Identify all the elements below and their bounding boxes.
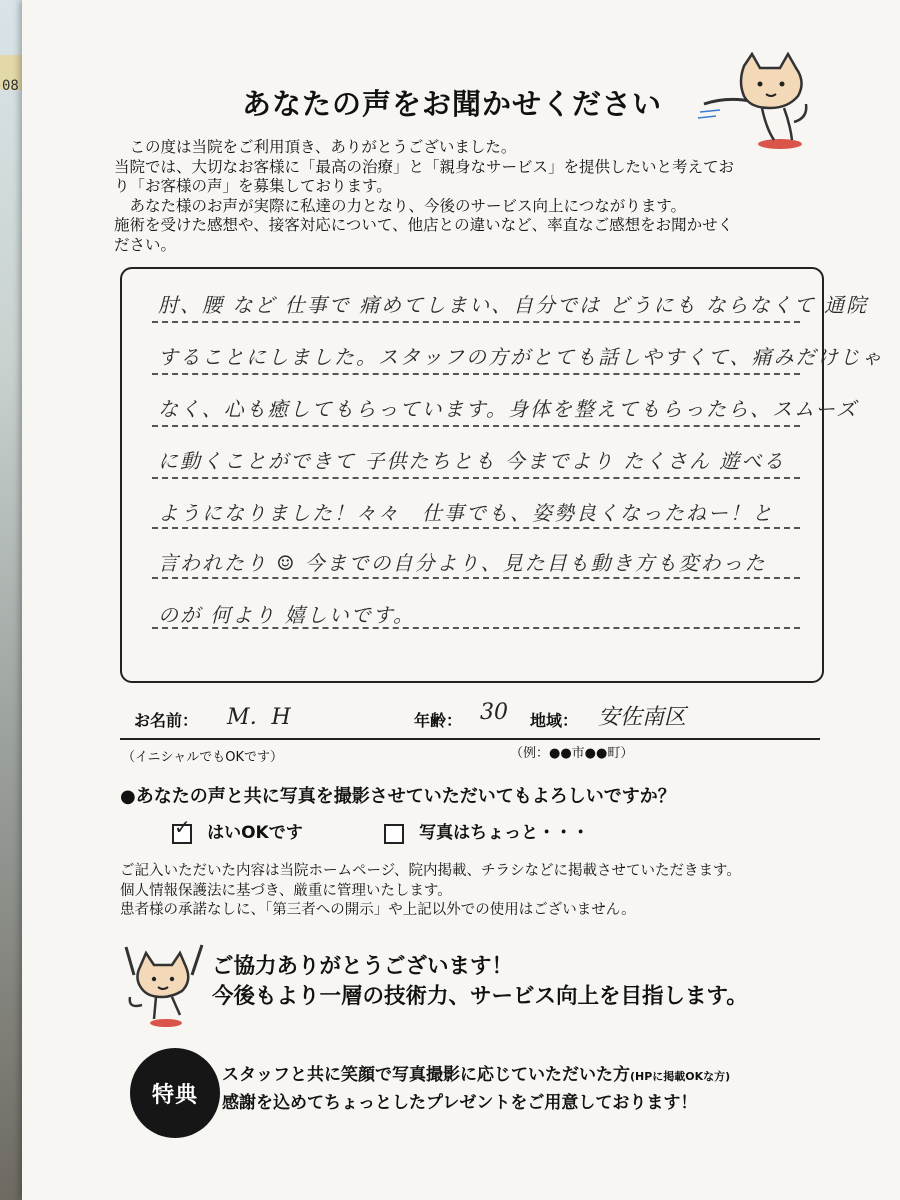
mascot-eye <box>170 977 174 981</box>
mascot-eye <box>152 977 156 981</box>
mascot-tail <box>130 997 142 1006</box>
age-label: 年齢： <box>414 711 463 730</box>
mascot-body <box>762 108 792 140</box>
dashed-line <box>152 527 800 529</box>
intro-line: 施術を受けた感想や、接客対応について、他店との違いなど、率直なご感想をお聞かせく <box>114 216 734 235</box>
benefit-line: 感謝を込めてちょっとしたプレゼントをご用意しております！ <box>222 1093 698 1113</box>
intro-line: 当院では、大切なお客様に「最高の治療」と「親身なサービス」を提供したいと考えてお <box>114 157 735 176</box>
name-underline <box>120 738 820 740</box>
benefit-badge: 特典 <box>130 1048 220 1138</box>
mascot-head <box>741 54 802 108</box>
intro-line: あなた様のお声が実際に私達の力となり、今後のサービス向上につながります。 <box>114 196 686 215</box>
cheering-cat-icon <box>120 935 210 1030</box>
benefit-text <box>222 1062 730 1116</box>
dashed-line <box>152 477 800 479</box>
mascot-tail <box>794 104 806 122</box>
comment-box <box>120 267 884 683</box>
dashed-line <box>152 373 800 375</box>
region-label: 地域： <box>530 711 579 730</box>
intro-line: ださい。 <box>114 235 177 254</box>
dashed-line <box>152 627 800 629</box>
age-value[interactable]: 30 <box>480 700 508 725</box>
handwritten-line: のが 何より 嬉しいです。 <box>158 603 416 627</box>
mascot-motion-lines <box>698 110 720 118</box>
benefit-note: (HPに掲載OKな方) <box>630 1070 731 1083</box>
yes-checkbox[interactable] <box>172 814 192 844</box>
option-no[interactable] <box>384 818 589 844</box>
dashed-line <box>152 425 800 427</box>
photo-question: ●あなたの声と共に写真を撮影させていただいてもよろしいですか？ <box>120 786 676 807</box>
mascot-eye <box>780 82 785 87</box>
option-no-label: 写真はちょっと・・・ <box>419 823 590 843</box>
note-line: 患者様の承諾なしに、「第三者への開示」や上記以外での使用はございません。 <box>120 902 636 918</box>
handwritten-line: ようになりました！々々 仕事でも、姿勢良くなったねー！と <box>158 501 774 525</box>
mascot-legs <box>154 997 180 1019</box>
handwritten-line: 言われたり ☺ 今までの自分より、見た目も動き方も変わった <box>158 551 767 575</box>
note-line: 個人情報保護法に基づき、厳重に管理いたします。 <box>120 882 452 899</box>
mascot-head <box>137 953 188 997</box>
name-note: （イニシャルでもOKです） <box>122 750 283 765</box>
region-value[interactable]: 安佐南区 <box>598 705 687 730</box>
handwritten-line: することにしました。スタッフの方がとても話しやすくて、痛みだけじゃ <box>158 345 884 369</box>
handwritten-line: なく、心も癒してもらっています。身体を整えてもらったら、スムーズ <box>158 397 858 421</box>
region-example: （例：●●市●●町） <box>510 746 634 761</box>
handwritten-line: 肘、腰 など 仕事で 痛めてしまい、自分では どうにも ならなくて 通院 <box>158 293 869 317</box>
check-icon: ✓ <box>174 814 191 839</box>
survey-form <box>22 0 900 1200</box>
name-label: お名前： <box>134 711 199 730</box>
no-checkbox[interactable] <box>384 824 404 844</box>
option-yes[interactable] <box>172 814 303 844</box>
mascot-eye <box>758 82 763 87</box>
name-value[interactable]: M．H <box>227 705 291 730</box>
handwritten-line: に動くことができて 子供たちとも 今までより たくさん 遊べる <box>158 449 786 473</box>
cat-mascot-icon <box>694 52 814 152</box>
option-yes-label: はいOKです <box>207 823 303 843</box>
intro-line: り「お客様の声」を募集しております。 <box>114 177 392 196</box>
intro-text <box>114 138 834 256</box>
mascot-shadow <box>150 1019 182 1027</box>
form-title: あなたの声をお聞かせください <box>242 87 663 121</box>
dashed-line <box>152 321 800 323</box>
thanks-line: ご協力ありがとうございます！ <box>212 954 514 979</box>
dashed-line <box>152 577 800 579</box>
background-edge-text: 08 <box>2 78 19 94</box>
intro-line: この度は当院をご利用頂き、ありがとうございました。 <box>114 138 517 156</box>
thanks-line: 今後もより一層の技術力、サービス向上を目指します。 <box>212 984 748 1009</box>
thanks-message <box>212 952 748 1012</box>
note-line: ご記入いただいた内容は当院ホームページ、院内掲載、チラシなどに掲載させていただきます。 <box>120 863 741 879</box>
benefit-line: スタッフと共に笑顔で写真撮影に応じていただいた方 <box>222 1065 630 1085</box>
privacy-notes <box>120 862 741 921</box>
